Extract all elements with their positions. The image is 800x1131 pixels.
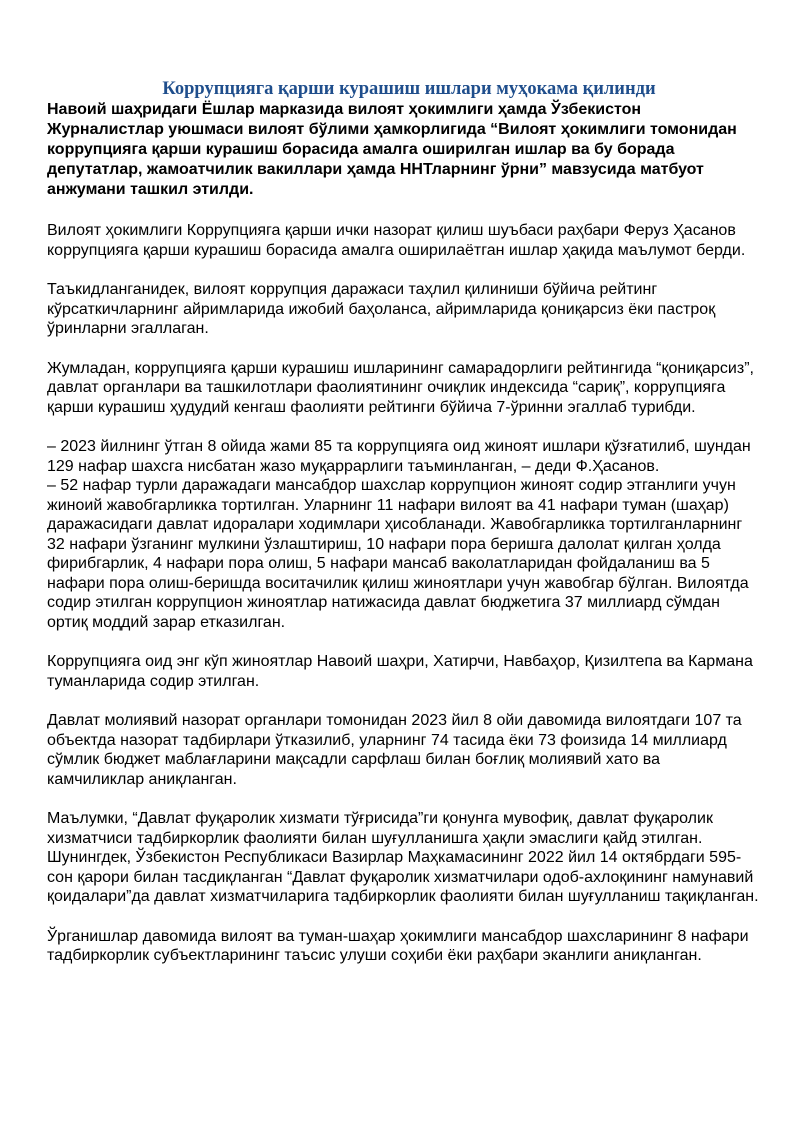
paragraph: Коррупцияга оид энг кўп жиноятлар Навоий шаҳри, Хатирчи, Навбаҳор, Қизилтепа ва Кармана туманларида содир этилган. (47, 653, 753, 690)
paragraph: Вилоят ҳокимлиги Коррупцияга қарши ички назорат қилиш шуъбаси раҳбари Феруз Ҳасанов коррупцияга қарши курашиш борасида амалга оширилаётган ишлар ҳақида маълумот берди. (47, 222, 746, 259)
article-title: Коррупцияга қарши курашиш ишлари муҳокама қилинди (162, 79, 656, 99)
article-lead: Навоий шаҳридаги Ёшлар марказида вилоят ҳокимлиги ҳамда Ўзбекистон Журналистлар уюшмаси вилоят бўлими ҳамкорлигида “Вилоят ҳокимлиги томонидан коррупцияга қарши курашиш борасида амалга оширилган ишлар ва бу борада депутатлар, жамоатчилик вакиллари ҳамда ННТларнинг ўрни” мавзусида матбуот анжумани ташкил этилди. (47, 101, 737, 198)
paragraph: Давлат молиявий назорат органлари томонидан 2023 йил 8 ойи давомида вилоятдаги 107 та объектда назорат тадбирлари ўтказилиб, уларнинг 74 тасида ёки 73 фоизида 14 миллиард сўмлик бюджет маблағларини мақсадли сарфлаш билан боғлиқ молиявий хато ва камчиликлар аниқланган. (47, 712, 742, 788)
article (47, 78, 759, 986)
quote-line: – 52 нафар турли даражадаги мансабдор шахслар коррупцион жиноят содир этганлиги учун жиноий жавобгарликка тортилган. Уларнинг 11 нафари вилоят ва 41 нафари туман (шаҳар) даражасидаги давлат идоралари ходимлари ҳисобланади. Жавобгарликка тортилганларнинг 32 нафари ўзганинг мулкини ўзлаштириш, 10 нафари пора беришга далолат қилган ҳолда фирибгарлик, 4 нафари пора олиш, 5 нафари мансаб ваколатларидан фойдаланиш ва 5 нафари пора олиш-беришда воситачилик қилиш жиноятлари учун жавобгар бўлган. Вилоятда содир этилган коррупцион жиноятлар натижасида давлат бюджетига 37 миллиард сўмдан ортиқ моддий зарар етказилган. (47, 477, 749, 631)
paragraph: Маълумки, “Давлат фуқаролик хизмати тўғрисида”ги қонунга мувофиқ, давлат фуқаролик хизматчиси тадбиркорлик фаолияти билан шуғулланишга ҳақли эмаслиги қайд этилган. Шунингдек, Ўзбекистон Республикаси Вазирлар Маҳкамасининг 2022 йил 14 октябрдаги 595-сон қарори билан тасдиқланган “Давлат фуқаролик хизматчилари одоб-ахлоқининг намунавий қоидалари”да давлат хизматчиларига тадбиркорлик фаолияти билан шуғулланиш тақиқланган. (47, 810, 759, 905)
paragraph: Жумладан, коррупцияга қарши курашиш ишларининг самарадорлиги рейтингида “қониқарсиз”, давлат органлари ва ташкилотлари фаолиятининг очиқлик индексида “сариқ”, коррупцияга қарши курашиш ҳудудий кенгаш фаолияти рейтинги бўйича 7-ўринни эгаллаб турибди. (47, 359, 754, 416)
quote-paragraph (47, 437, 759, 632)
paragraph: Таъкидланганидек, вилоят коррупция даражаси таҳлил қилиниши бўйича рейтинг кўрсаткичларнинг айримларида ижобий баҳоланса, айримларида қониқарсиз ёки пастроқ ўринларни эгаллаган. (47, 281, 716, 337)
paragraph: Ўрганишлар давомида вилоят ва туман-шаҳар ҳокимлиги мансабдор шахсларининг 8 нафари тадбиркорлик субъектларининг таъсис улуши соҳиби ёки раҳбари эканлиги аниқланган. (47, 927, 749, 964)
quote-line: – 2023 йилнинг ўтган 8 ойида жами 85 та коррупцияга оид жиноят ишлари қўзғатилиб, шундан 129 нафар шахсга нисбатан жазо муқаррарлиги таъминланган, – деди Ф.Ҳасанов. (47, 438, 751, 475)
